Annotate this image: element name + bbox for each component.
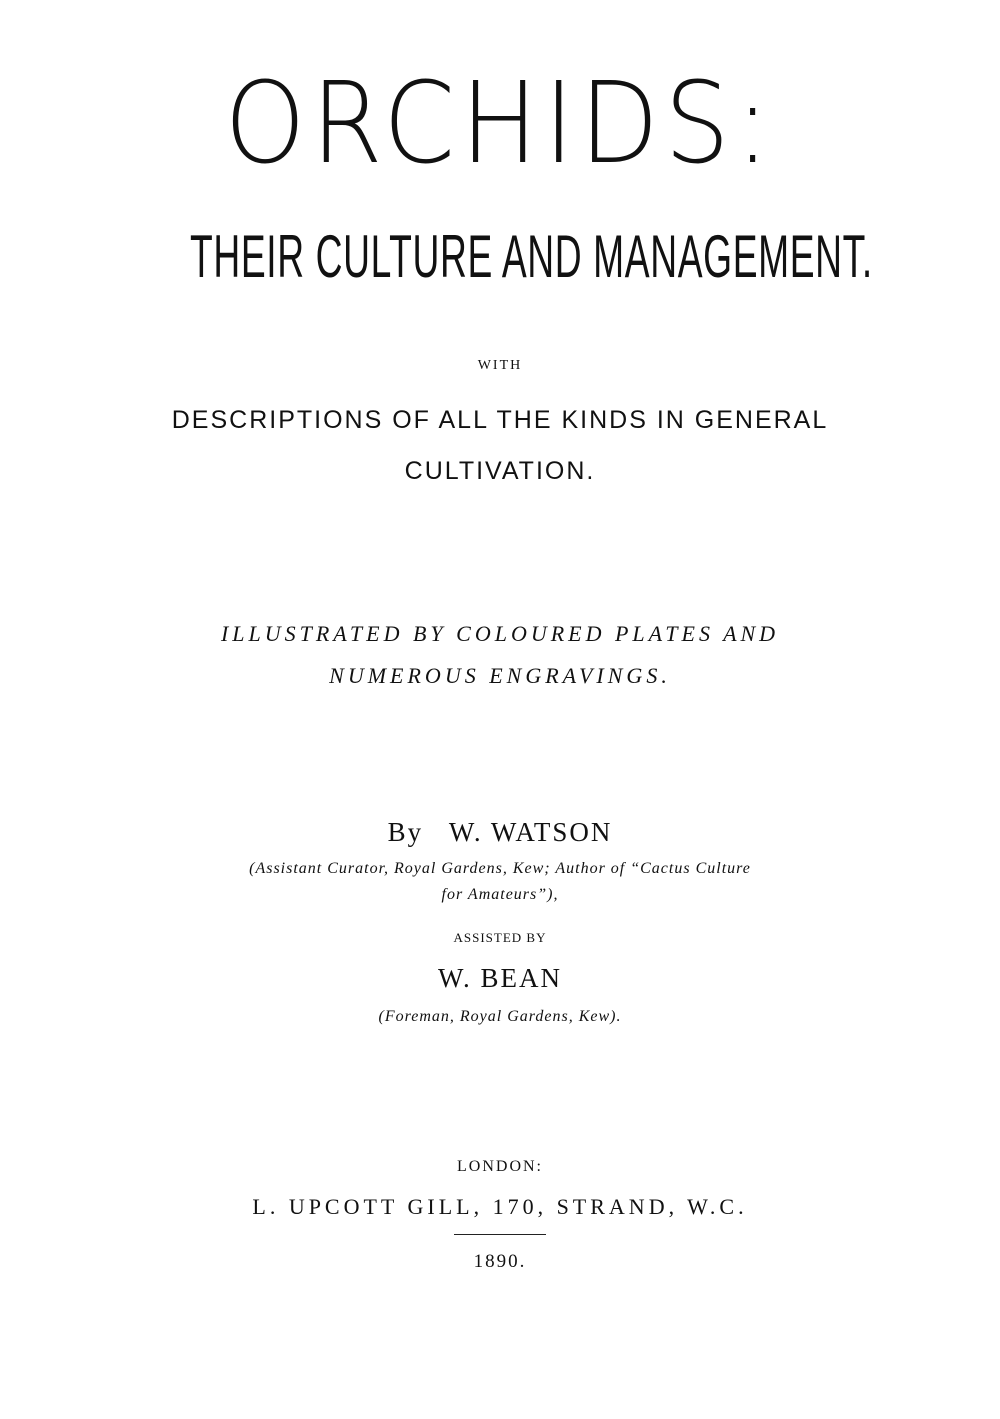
illustrated-line-1: ILLUSTRATED BY COLOURED PLATES AND [220,621,780,646]
author-line [0,814,1000,850]
imprint-divider [454,1234,546,1235]
book-subtitle: THEIR CULTURE AND MANAGEMENT. [190,223,873,290]
assisted-by-label: ASSISTED BY [453,930,547,945]
author-name: W. WATSON [448,817,613,847]
author-credentials-line-1: (Assistant Curator, Royal Gardens, Kew; Author of “Cactus Culture [249,860,751,877]
imprint-year: 1890. [473,1251,527,1272]
author-credentials-line-2: for Amateurs”), [441,886,559,903]
with-label: WITH [477,358,523,373]
descriptions-line-1: DESCRIPTIONS OF ALL THE KINDS IN GENERAL [171,406,829,434]
by-label: By [387,817,424,847]
descriptions-line-2: CULTIVATION. [404,457,596,485]
assistant-name: W. BEAN [437,963,562,993]
assistant-credentials: (Foreman, Royal Gardens, Kew). [378,1008,622,1025]
book-title: ORCHIDS: [224,59,776,189]
imprint-city: LONDON: [457,1158,543,1175]
illustrated-line-2: NUMEROUS ENGRAVINGS. [329,663,671,688]
imprint-publisher: L. UPCOTT GILL, 170, STRAND, W.C. [252,1194,748,1219]
